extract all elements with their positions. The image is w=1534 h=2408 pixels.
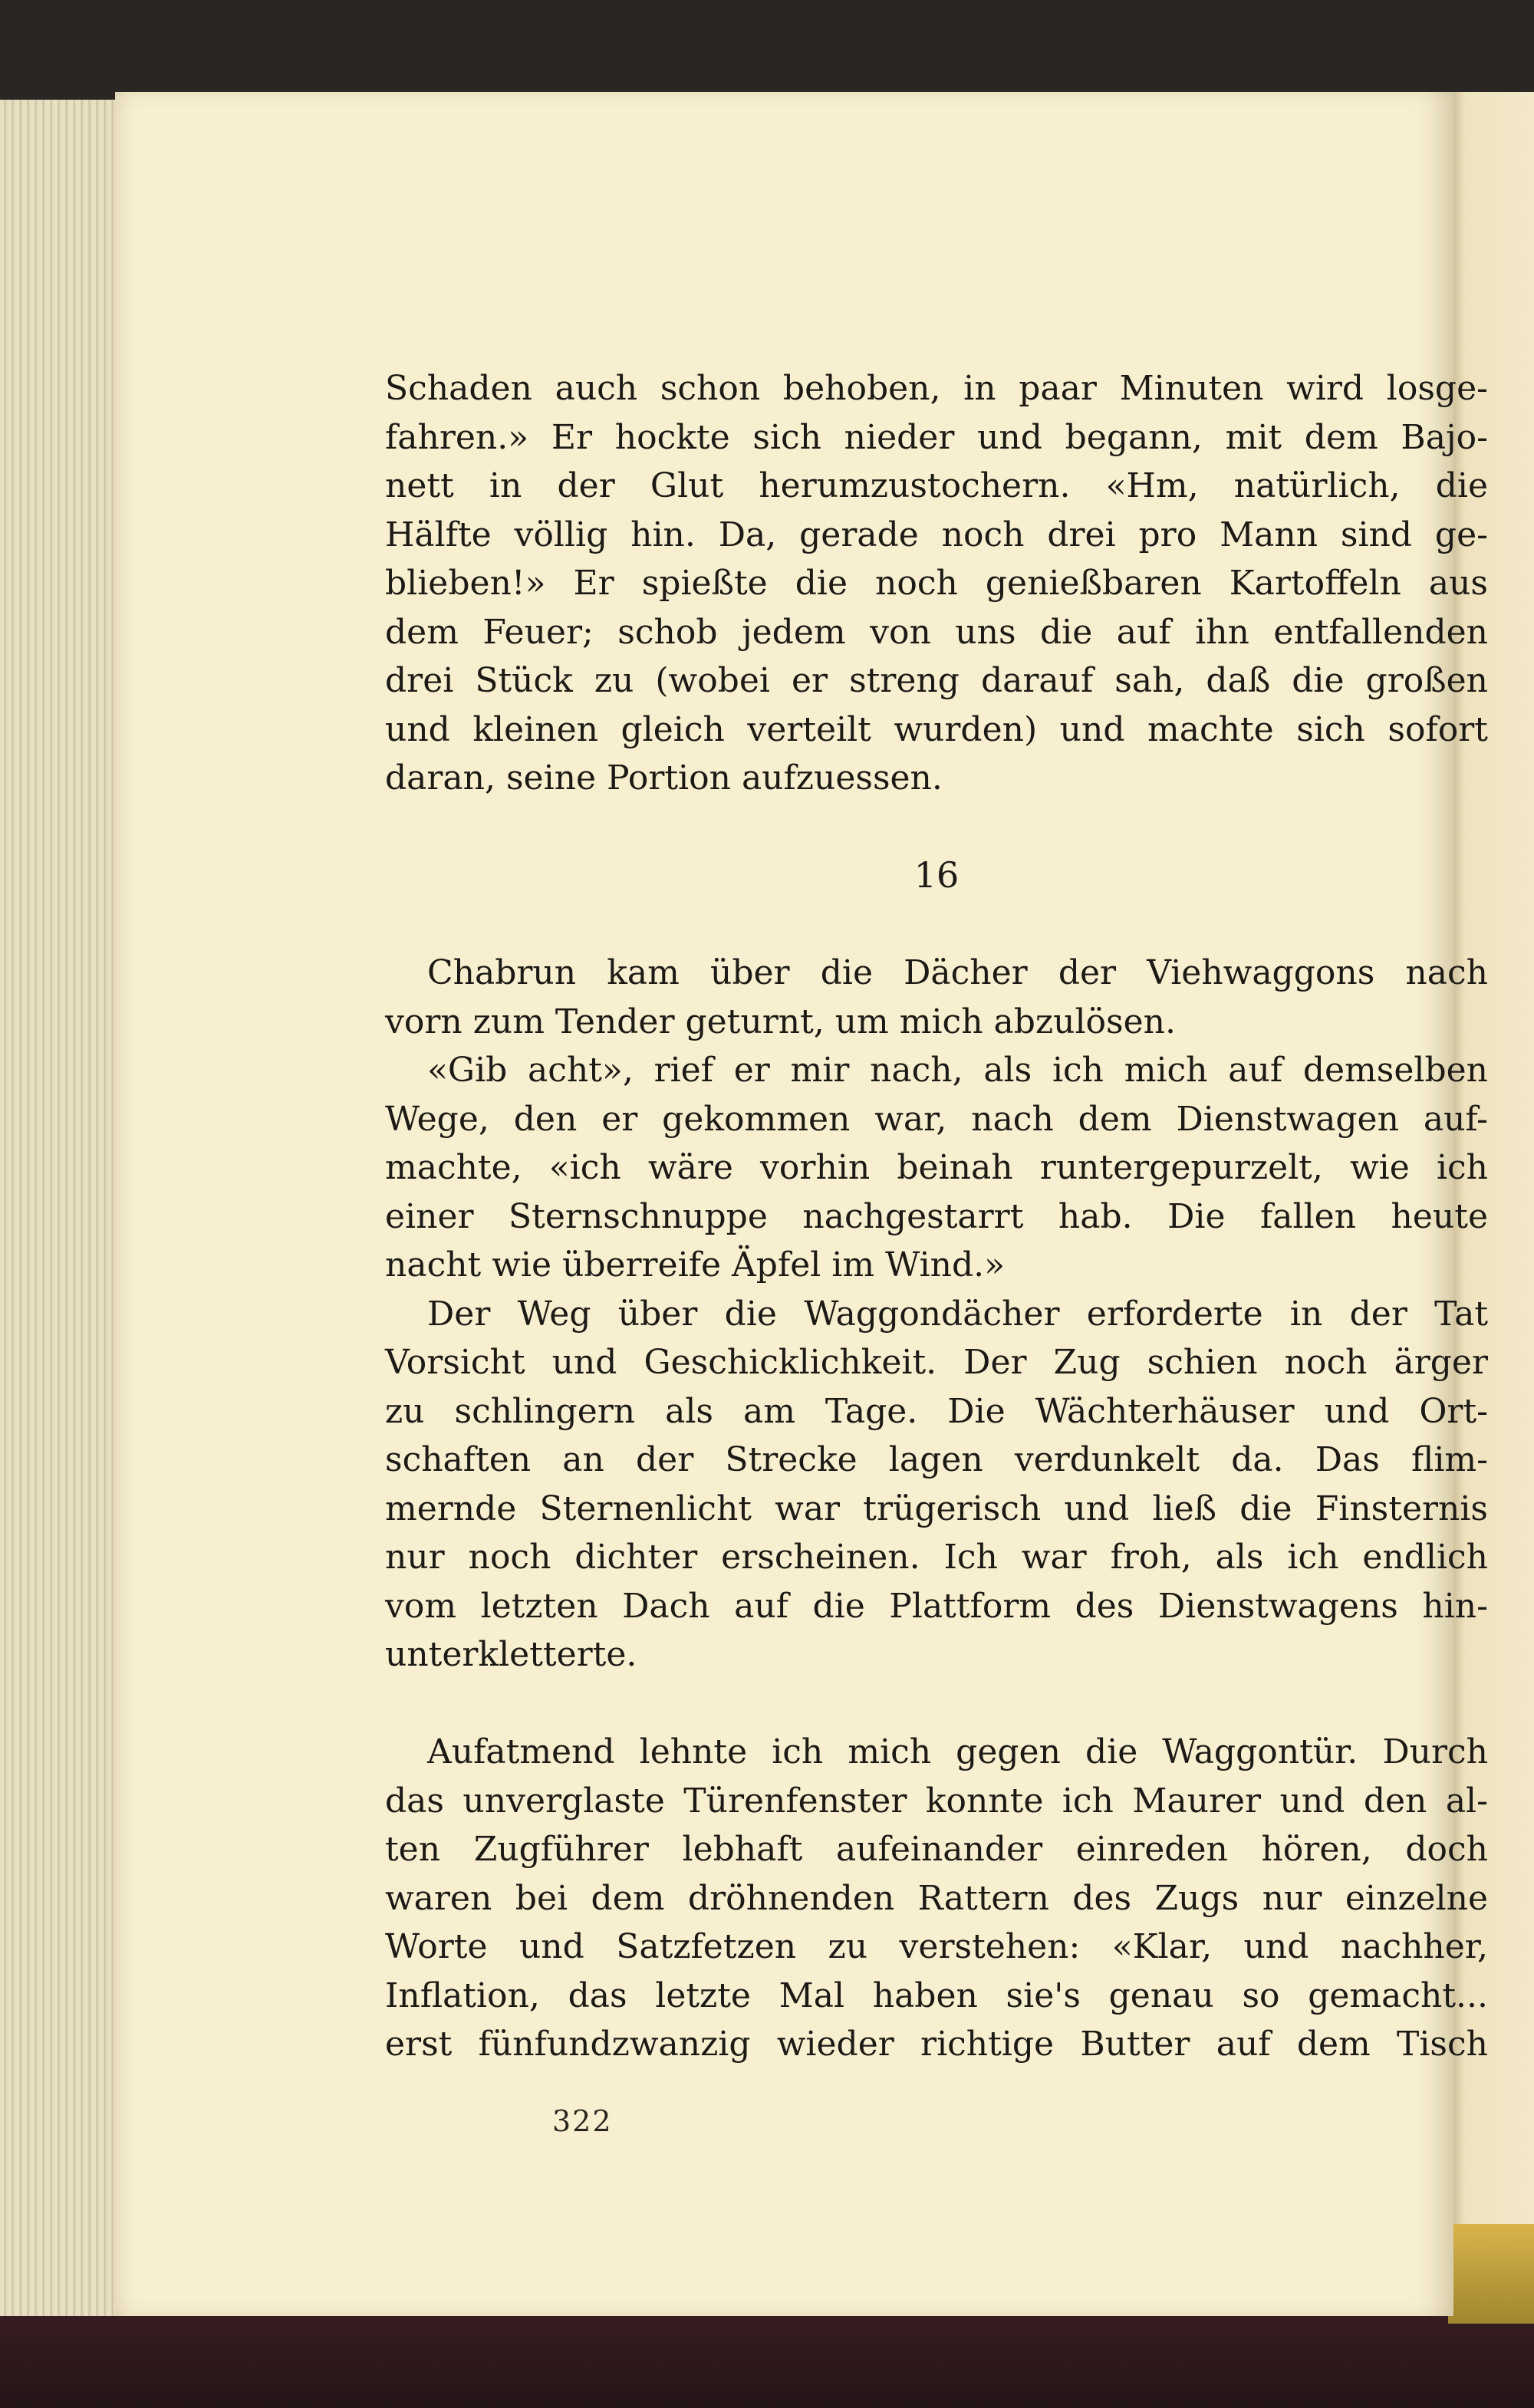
text-line: vorn zum Tender geturnt, um mich abzulösen. bbox=[385, 1002, 1176, 1041]
text-line: blieben!» Er spießte die noch genießbaren Kartoffeln aus bbox=[385, 564, 1488, 603]
page-number: 322 bbox=[552, 2104, 613, 2138]
paragraph bbox=[385, 1046, 1488, 1290]
text-line: schaften an der Strecke lagen verdunkelt da. Das flim- bbox=[385, 1440, 1488, 1479]
text-line: waren bei dem dröhnenden Rattern des Zugs nur einzelne bbox=[385, 1878, 1488, 1918]
facing-page-edge bbox=[1448, 2224, 1534, 2324]
text-line: fahren.» Er hockte sich nieder und begann, mit dem Bajo- bbox=[385, 417, 1488, 457]
text-line: Der Weg über die Waggondächer erforderte in der Tat bbox=[427, 1294, 1488, 1334]
text-line: mernde Sternenlicht war trügerisch und ließ die Finsternis bbox=[385, 1489, 1488, 1528]
text-line: Hälfte völlig hin. Da, gerade noch drei pro Mann sind ge- bbox=[385, 515, 1488, 554]
paragraph bbox=[385, 1290, 1488, 1679]
text-line: das unverglaste Türenfenster konnte ich Maurer und den al- bbox=[385, 1781, 1488, 1821]
section-gap bbox=[385, 1679, 1488, 1729]
paragraph bbox=[385, 949, 1488, 1046]
text-line: Vorsicht und Geschicklichkeit. Der Zug schien noch ärger bbox=[385, 1343, 1488, 1382]
text-line: einer Sternschnuppe nachgestarrt hab. Die fallen heute bbox=[385, 1196, 1488, 1236]
text-line: dem Feuer; schob jedem von uns die auf ihn entfallenden bbox=[385, 612, 1488, 652]
text-line: nacht wie überreife Äpfel im Wind.» bbox=[385, 1245, 1006, 1285]
text-line: Wege, den er gekommen war, nach dem Dienstwagen auf- bbox=[385, 1099, 1488, 1139]
book-binding bbox=[0, 2301, 1534, 2408]
text-line: nett in der Glut herumzustochern. «Hm, natürlich, die bbox=[385, 466, 1488, 505]
text-line: Inflation, das letzte Mal haben sie's genau so gemacht... bbox=[385, 1975, 1488, 2015]
text-line: vom letzten Dach auf die Plattform des Dienstwagens hin- bbox=[385, 1586, 1488, 1626]
book-page bbox=[115, 92, 1488, 2316]
text-line: Worte und Satzfetzen zu verstehen: «Klar, und nachher, bbox=[385, 1927, 1488, 1966]
text-line: drei Stück zu (wobei er streng darauf sah, daß die großen bbox=[385, 661, 1488, 700]
paragraph bbox=[385, 1728, 1488, 2069]
text-line: daran, seine Portion aufzuessen. bbox=[385, 758, 943, 798]
text-line: Chabrun kam über die Dächer der Viehwaggons nach bbox=[427, 953, 1488, 992]
chapter-number: 16 bbox=[913, 854, 960, 896]
text-line: «Gib acht», rief er mir nach, als ich mich auf demselben bbox=[427, 1051, 1488, 1090]
text-line: nur noch dichter erscheinen. Ich war froh, als ich endlich bbox=[385, 1538, 1488, 1577]
text-line: Aufatmend lehnte ich mich gegen die Waggontür. Durch bbox=[427, 1732, 1488, 1771]
text-line: unterkletterte. bbox=[385, 1635, 637, 1674]
text-line: zu schlingern als am Tage. Die Wächterhäuser und Ort- bbox=[385, 1391, 1488, 1431]
text-line: ten Zugführer lebhaft aufeinander einreden hören, doch bbox=[385, 1830, 1488, 1869]
text-block bbox=[385, 364, 1488, 2069]
paragraph-continued bbox=[385, 364, 1488, 803]
text-line: erst fünfundzwanzig wieder richtige Butter auf dem Tisch bbox=[385, 2025, 1488, 2064]
text-line: und kleinen gleich verteilt wurden) und machte sich sofort bbox=[385, 709, 1488, 749]
text-line: Schaden auch schon behoben, in paar Minuten wird losge- bbox=[385, 369, 1488, 408]
page-edges bbox=[0, 100, 123, 2316]
text-line: machte, «ich wäre vorhin beinah runtergepurzelt, wie ich bbox=[385, 1148, 1488, 1187]
section-gap bbox=[385, 803, 1488, 852]
